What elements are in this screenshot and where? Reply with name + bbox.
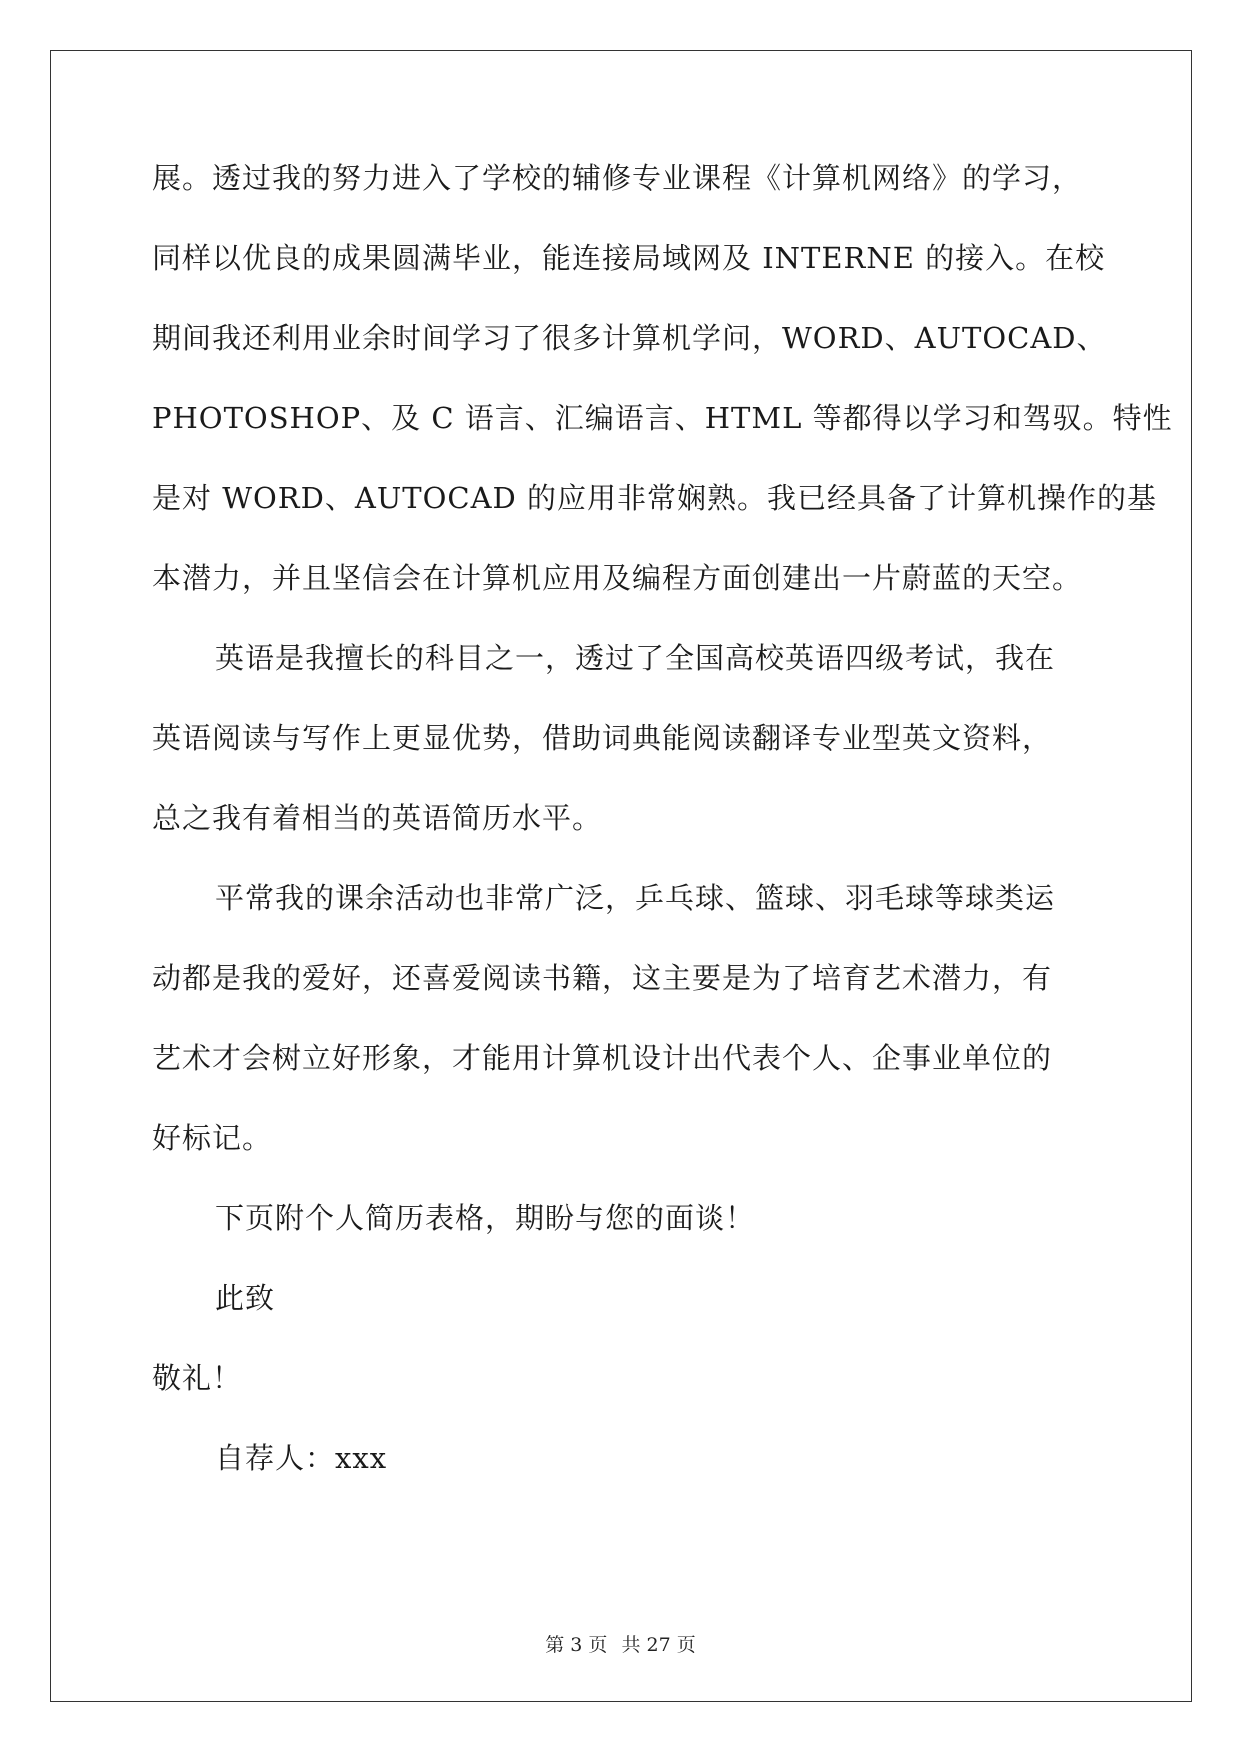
- page-footer: [0, 1633, 1241, 1657]
- text-line-1: 展。透过我的努力进入了学校的辅修专业课程《计算机网络》的学习，: [152, 161, 1083, 195]
- closing-regards: 敬礼！: [152, 1361, 243, 1395]
- text-line-3: 期间我还利用业余时间学习了很多计算机学问，WORD、AUTOCAD、: [152, 321, 1107, 355]
- text-line-2: 同样以优良的成果圆满毕业，能连接局域网及 INTERNE 的接入。在校: [152, 241, 1106, 275]
- signature-line: 自荐人：xxx: [215, 1441, 388, 1475]
- page-number: 第 3 页: [545, 1634, 608, 1656]
- page-total: 共 27 页: [621, 1634, 696, 1656]
- text-line-6: 本潜力，并且坚信会在计算机应用及编程方面创建出一片蔚蓝的天空。: [152, 561, 1083, 595]
- text-line-9: 总之我有着相当的英语简历水平。: [152, 801, 603, 835]
- text-line-5: 是对 WORD、AUTOCAD 的应用非常娴熟。我已经具备了计算机操作的基: [152, 481, 1157, 515]
- text-line-12: 艺术才会树立好形象，才能用计算机设计出代表个人、企事业单位的: [152, 1041, 1053, 1075]
- text-line-14: 下页附个人简历表格，期盼与您的面谈！: [215, 1201, 756, 1235]
- text-line-7: 英语是我擅长的科目之一，透过了全国高校英语四级考试，我在: [215, 641, 1056, 675]
- text-line-8: 英语阅读与写作上更显优势，借助词典能阅读翻译专业型英文资料，: [152, 721, 1053, 755]
- text-line-13: 好标记。: [152, 1121, 273, 1155]
- text-line-4: PHOTOSHOP、及 C 语言、汇编语言、HTML 等都得以学习和驾驭。特性: [152, 401, 1173, 435]
- text-line-10: 平常我的课余活动也非常广泛，乒乓球、篮球、羽毛球等球类运: [215, 881, 1056, 915]
- text-line-11: 动都是我的爱好，还喜爱阅读书籍，这主要是为了培育艺术潜力，有: [152, 961, 1053, 995]
- closing-salutation: 此致: [215, 1281, 276, 1315]
